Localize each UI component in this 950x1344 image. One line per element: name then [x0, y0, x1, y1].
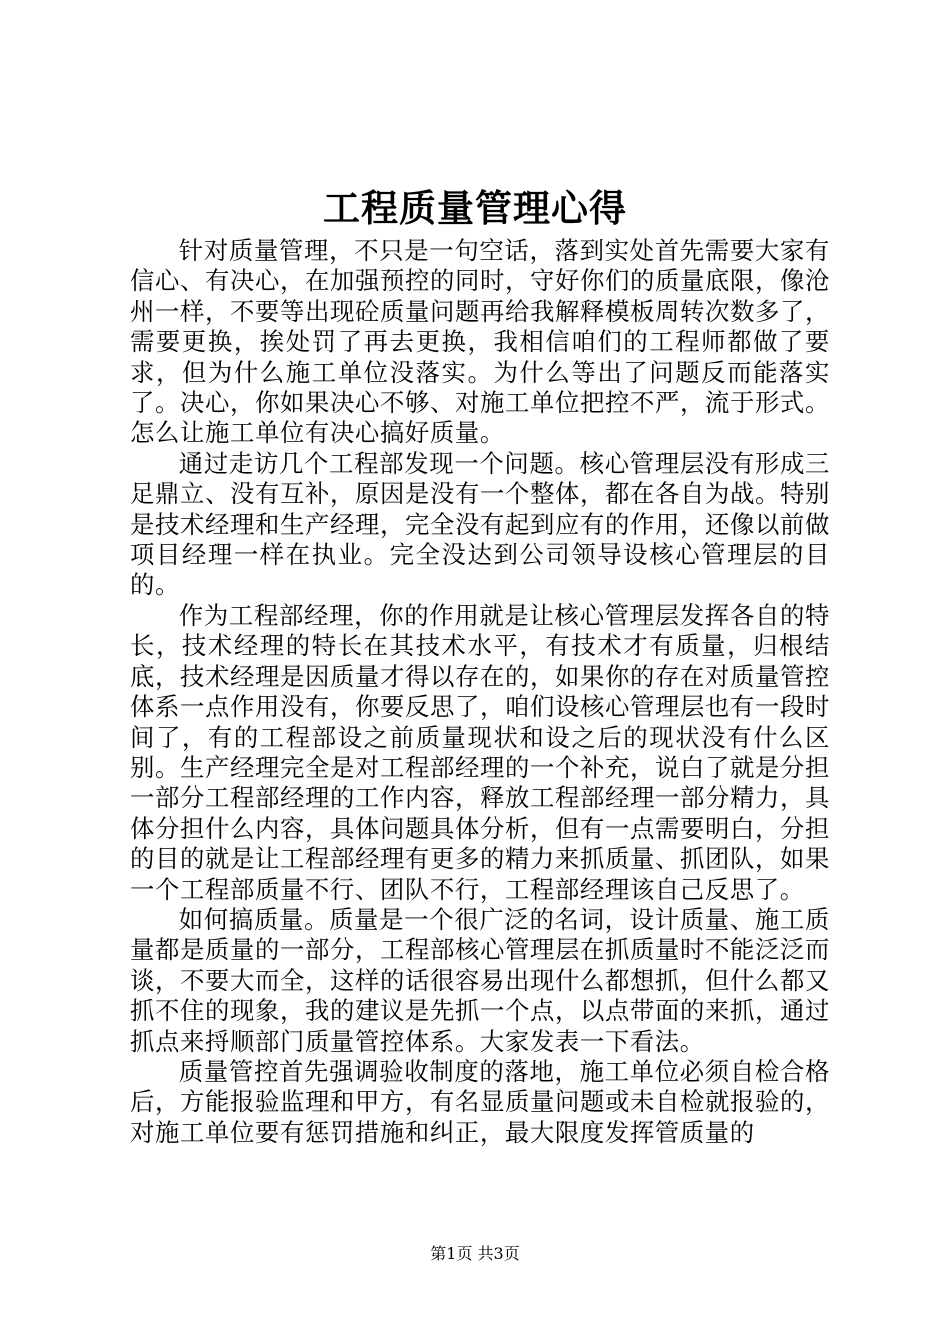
paragraph: 作为工程部经理，你的作用就是让核心管理层发挥各自的特长，技术经理的特长在其技术水平，有技术才有质量，归根结底，技术经理是因质量才得以存在的，如果你的存在对质量管控体系一点作用没有，你要反思了，咱们设核心管理层也有一段时间了，有的工程部设之前质量现状和设之后的现状没有什么区别。生产经理完全是对工程部经理的一个补充，说白了就是分担一部分工程部经理的工作内容，释放工程部经理一部分精力，具体分担什么内容，具体问题具体分析，但有一点需要明白，分担的目的就是让工程部经理有更多的精力来抓质量、抓团队，如果一个工程部质量不行、团队不行，工程部经理该自己反思了。 — [130, 600, 830, 904]
page-footer: 第1页 共3页 — [430, 1244, 520, 1263]
paragraph: 质量管控首先强调验收制度的落地，施工单位必须自检合格后，方能报验监理和甲方，有名显质量问题或未自检就报验的，对施工单位要有惩罚措施和纠正，最大限度发挥管质量的 — [130, 1056, 830, 1147]
page-title: 工程质量管理心得 — [323, 186, 627, 230]
document-body — [130, 236, 830, 1148]
paragraph: 通过走访几个工程部发现一个问题。核心管理层没有形成三足鼎立、没有互补，原因是没有一个整体，都在各自为战。特别是技术经理和生产经理，完全没有起到应有的作用，还像以前做项目经理一样在执业。完全没达到公司领导设核心管理层的目的。 — [130, 448, 830, 600]
paragraph: 如何搞质量。质量是一个很广泛的名词，设计质量、施工质量都是质量的一部分，工程部核心管理层在抓质量时不能泛泛而谈，不要大而全，这样的话很容易出现什么都想抓，但什么都又抓不住的现象，我的建议是先抓一个点，以点带面的来抓，通过抓点来捋顺部门质量管控体系。大家发表一下看法。 — [130, 904, 830, 1056]
paragraph: 针对质量管理，不只是一句空话，落到实处首先需要大家有信心、有决心，在加强预控的同时，守好你们的质量底限，像沧州一样，不要等出现砼质量问题再给我解释模板周转次数多了，需要更换，挨处罚了再去更换，我相信咱们的工程师都做了要求，但为什么施工单位没落实。为什么等出了问题反而能落实了。决心，你如果决心不够、对施工单位把控不严，流于形式。怎么让施工单位有决心搞好质量。 — [130, 236, 830, 448]
